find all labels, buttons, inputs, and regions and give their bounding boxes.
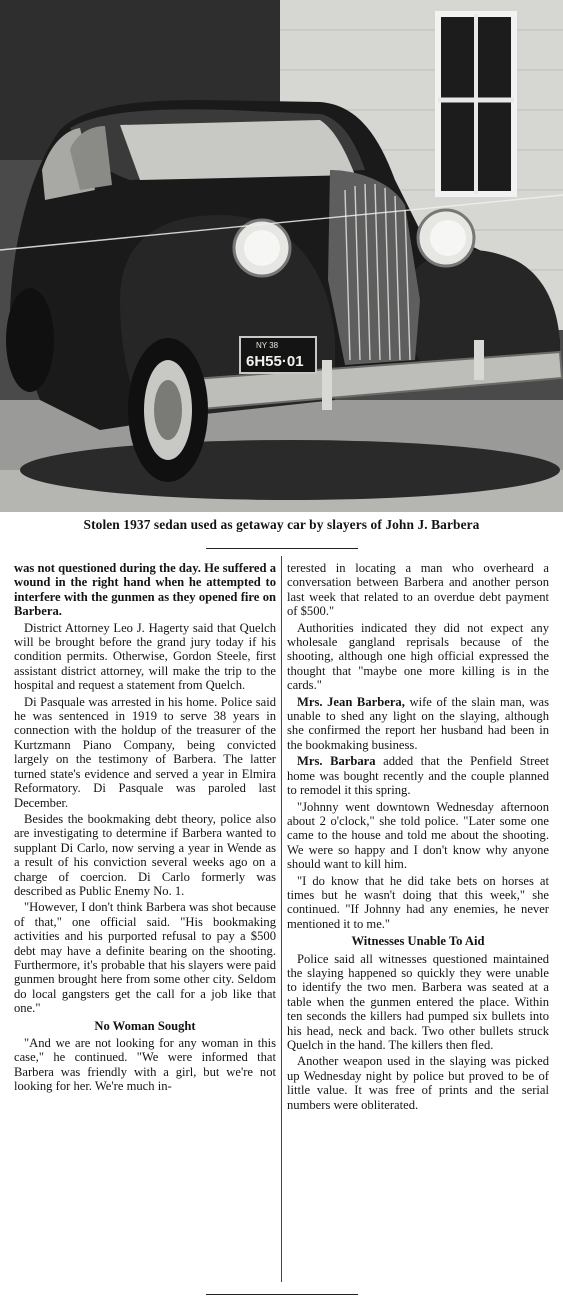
end-divider — [206, 1294, 358, 1295]
paragraph: terested in locating a man who overheard a conversation between Barbera and another person last week that related to an overdue debt payment of $500." — [287, 561, 549, 619]
sedan-photo — [0, 0, 563, 512]
subheading: Witnesses Unable To Aid — [351, 934, 485, 949]
paragraph: "I do know that he did take bets on horses at times but he wasn't doing that this week," she continued. "If Johnny had any enemies, he never mentioned it to me." — [287, 873, 549, 931]
subheading: No Woman Sought — [94, 1018, 196, 1033]
paragraph: was not questioned during the day. He suffered a wound in the right hand when he attempted to interfere with the gunmen as they opened fire on Barbera. — [14, 561, 276, 619]
photo-caption: Stolen 1937 sedan used as getaway car by slayers of John J. Barbera — [83, 517, 480, 532]
plate-top-text: NY 38 — [256, 341, 279, 350]
paragraph — [287, 695, 549, 753]
paragraph-body: wife of the slain man, was unable to shed any light on the slaying, although she confirmed the report her husband had been in the bookmaking business. — [287, 694, 549, 752]
plate-number: 6H55·01 — [246, 353, 304, 370]
paragraph: Besides the bookmaking debt theory, police also are investigating to determine if Barbera wanted to supplant Di Carlo, now serving a year in Wende as a result of his conviction several weeks ago on a charge of coercion. Di Carlo formerly was described as Public Enemy No. 1. — [14, 811, 276, 898]
paragraph: Another weapon used in the slaying was picked up Wednesday night by police but proved to be of little value. It was free of prints and the serial numbers were obliterated. — [287, 1054, 549, 1112]
paragraph-lead: Mrs. Jean Barbera, — [297, 694, 405, 709]
paragraph-lead: Mrs. Barbara — [297, 754, 376, 769]
paragraph: "Johnny went downtown Wednesday afternoon about 2 o'clock," she told police. "Later some one came to the house and told me about the shooting. We were so happy and I don't know why anyone should want to kill him. — [287, 799, 549, 872]
paragraph: "However, I don't think Barbera was shot because of that," one official said. "His bookmaking activities and his purported refusal to pay a $500 debt may have a definite bearing on the shooting. Furthermore, it's probable that his slayers were paid gunmen brought here from some other city. Seldom do local gangsters get the call for a job like that one." — [14, 900, 276, 1016]
paragraph-body: added that the Penfield Street home was bought recently and the couple planned to remodel it this spring. — [287, 754, 549, 798]
paragraph: Di Pasquale was arrested in his home. Police said he was sentenced in 1919 to serve 38 years in connection with the holdup of the treasurer of the Kurtzmann Piano Company, being convicted largely on the testimony of Barbera. The latter turned state's evidence and served a year in Elmira Reformatory. Di Pasquale was paroled last December. — [14, 694, 276, 810]
paragraph — [287, 754, 549, 797]
column-divider — [281, 556, 282, 1282]
article-column-right — [287, 561, 549, 1114]
paragraph: District Attorney Leo J. Hagerty said that Quelch will be brought before the grand jury today if his condition permits. Otherwise, Gordon Steele, first assistant district attorney, will make the trip to the hospital and request a statement from Quelch. — [14, 620, 276, 693]
article-column-left — [14, 561, 276, 1096]
paragraph: Authorities indicated they did not expect any wholesale gangland reprisals because of the shooting, although one high official expressed the thought that "maybe one more killing is in the cards." — [287, 620, 549, 693]
caption-divider — [206, 548, 358, 549]
sedan-illustration — [0, 0, 563, 512]
paragraph: "And we are not looking for any woman in this case," he continued. "We were informed that Barbera was friendly with a girl, but we're not looking for her. We're much in- — [14, 1036, 276, 1094]
paragraph: Police said all witnesses questioned maintained the slaying happened so quickly they were unable to identify the two men. Barbera was seated at a table when the gunmen entered the place. Within ten seconds the killers had pumped six bullets into his head, neck and back. Two other bullets struck Quelch in the hand. The killers then fled. — [287, 951, 549, 1052]
